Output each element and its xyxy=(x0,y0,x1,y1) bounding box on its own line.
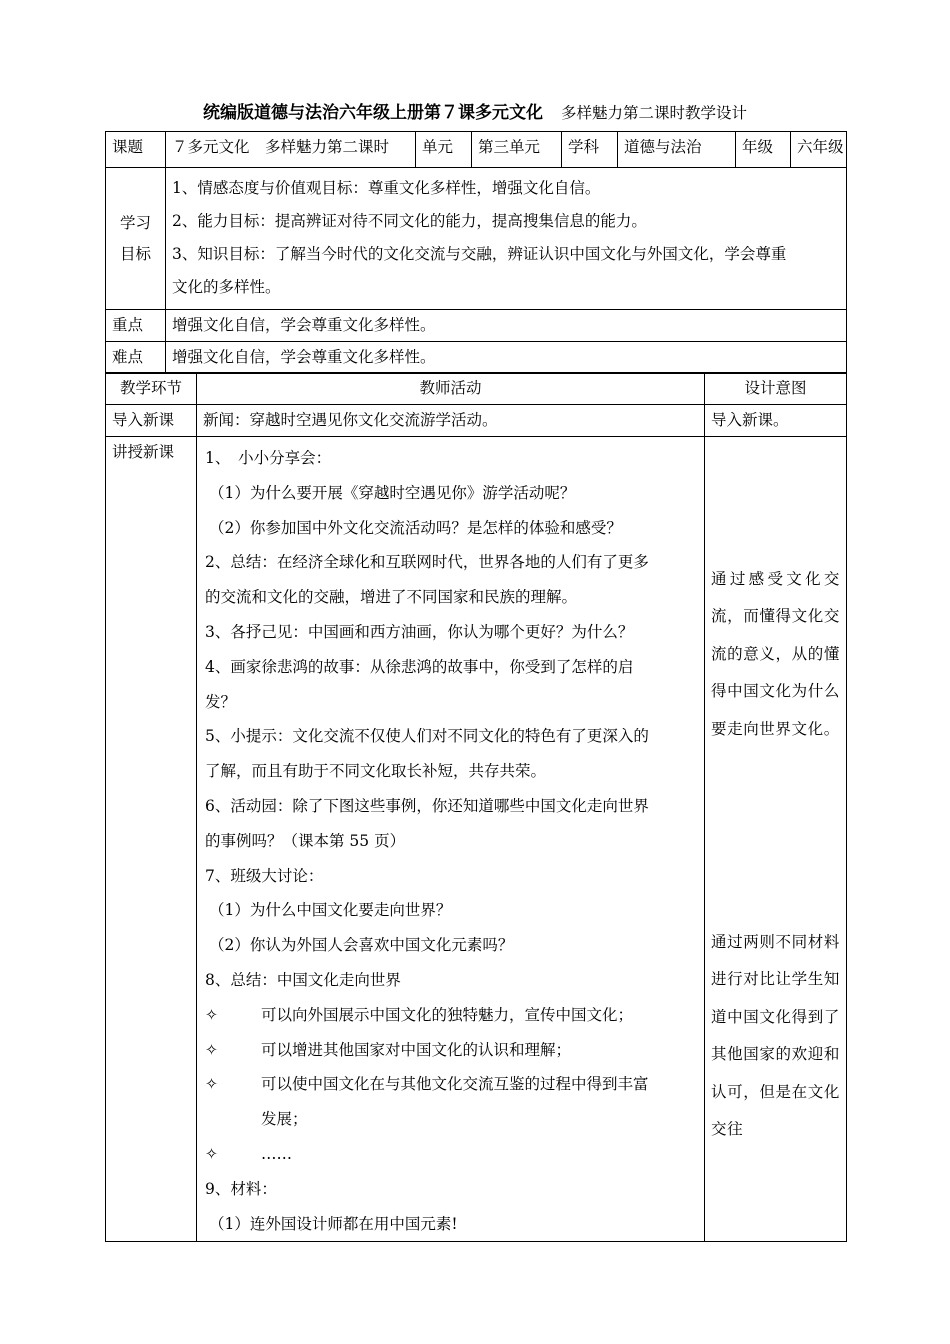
activity-line: 了解，而且有助于不同文化取长补短，共存共荣。 xyxy=(205,762,547,781)
activity-line: 6、活动园：除了下图这些事例，你还知道哪些中国文化走向世界 xyxy=(205,796,649,815)
activity-line: （2）你参加国中外文化交流活动吗？是怎样的体验和感受？ xyxy=(209,518,622,537)
activity-line: 5、小提示：文化交流不仅使人们对不同文化的特色有了更深入的 xyxy=(205,727,649,746)
sparkle-bullet-icon: ✧ xyxy=(205,1144,218,1163)
difficulty-row xyxy=(106,342,847,374)
document-title xyxy=(0,98,950,123)
bullet-text: 可以使中国文化在与其他文化交流互鉴的过程中得到丰富 xyxy=(261,1075,649,1094)
main-stage: 讲授新课 xyxy=(106,437,197,1242)
activity-line: 7、班级大讨论： xyxy=(205,866,324,885)
activity-line: 2、总结：在经济全球化和互联网时代，世界各地的人们有了更多 xyxy=(205,553,649,572)
bullet-item xyxy=(203,1033,698,1068)
objectives-label-line1: 学习 xyxy=(119,213,151,232)
key-point-row xyxy=(106,310,847,342)
objectives-content xyxy=(166,168,847,310)
intro-stage: 导入新课 xyxy=(106,405,197,437)
activity-line: 4、画家徐悲鸿的故事：从徐悲鸿的故事中，你受到了怎样的启 xyxy=(205,657,634,676)
lesson-label: 课题 xyxy=(106,132,166,168)
activity-line: 的交流和文化的交融，增进了不同国家和民族的理解。 xyxy=(205,588,578,607)
activity-header: 教师活动 xyxy=(197,373,705,405)
subject-label: 学科 xyxy=(562,132,618,168)
sparkle-bullet-icon: ✧ xyxy=(205,1005,218,1024)
title-main: 统编版道德与法治六年级上册第７课多元文化 xyxy=(202,103,543,123)
stage-header: 教学环节 xyxy=(106,373,197,405)
sparkle-bullet-icon: ✧ xyxy=(205,1040,218,1059)
activity-line: 9、材料： xyxy=(205,1179,277,1198)
intent-header: 设计意图 xyxy=(705,373,847,405)
objective-item: 文化的多样性。 xyxy=(172,278,281,296)
lesson-header-row xyxy=(106,132,847,168)
objectives-label xyxy=(106,168,166,310)
key-point-value: 增强文化自信，学会尊重文化多样性。 xyxy=(166,310,847,342)
intro-activity: 新闻：穿越时空遇见你文化交流游学活动。 xyxy=(197,405,705,437)
activity-line: （1）为什么中国文化要走向世界？ xyxy=(209,901,452,920)
activity-line: （1）连外国设计师都在用中国元素! xyxy=(209,1214,458,1233)
objectives-label-line2: 目标 xyxy=(119,244,151,263)
activity-line: （1）为什么要开展《穿越时空遇见你》游学活动呢？ xyxy=(209,483,576,502)
main-activity xyxy=(197,437,705,1242)
objective-item: 1、情感态度与价值观目标：尊重文化多样性，增强文化自信。 xyxy=(172,179,601,197)
title-sub: 多样魅力第二课时教学设计 xyxy=(560,104,747,122)
activity-line: 8、总结：中国文化走向世界 xyxy=(205,970,401,989)
bullet-item xyxy=(203,998,698,1033)
unit-value: 第三单元 xyxy=(472,132,562,168)
intro-row xyxy=(106,405,847,437)
lesson-value: ７多元文化 多样魅力第二课时 xyxy=(166,132,416,168)
process-header-row xyxy=(106,373,847,405)
difficulty-value: 增强文化自信，学会尊重文化多样性。 xyxy=(166,342,847,374)
grade-value: 六年级 xyxy=(791,132,847,168)
unit-label: 单元 xyxy=(416,132,472,168)
objective-item: 2、能力目标：提高辨证对待不同文化的能力，提高搜集信息的能力。 xyxy=(172,212,647,230)
bullet-item xyxy=(203,1067,698,1102)
bullet-text: …… xyxy=(261,1144,292,1163)
difficulty-label: 难点 xyxy=(106,342,166,374)
teaching-process-table xyxy=(105,372,847,1242)
objective-item: 3、知识目标：了解当今时代的文化交流与交融，辨证认识中国文化与外国文化，学会尊重 xyxy=(172,245,787,263)
key-point-label: 重点 xyxy=(106,310,166,342)
intent-paragraph-2: 通过两则不同材料进行对比让学生知道中国文化得到了其他国家的欢迎和认可，但是在文化交往 xyxy=(711,933,840,1139)
intent-paragraph-1: 通过感受文化交流，而懂得文化交流的意义，从的懂得中国文化为什么要走向世界文化。 xyxy=(711,570,840,738)
activity-line: （2）你认为外国人会喜欢中国文化元素吗？ xyxy=(209,936,514,955)
sparkle-bullet-icon: ✧ xyxy=(205,1075,218,1094)
grade-label: 年级 xyxy=(736,132,791,168)
bullet-text: 可以向外国展示中国文化的独特魅力，宣传中国文化； xyxy=(261,1005,634,1024)
activity-line: 3、各抒己见：中国画和西方油画，你认为哪个更好？为什么？ xyxy=(205,622,634,641)
bullet-continuation xyxy=(203,1102,698,1137)
intro-intent: 导入新课。 xyxy=(705,405,847,437)
subject-value: 道德与法治 xyxy=(618,132,736,168)
main-teaching-row xyxy=(106,437,847,1242)
bullet-item xyxy=(203,1137,698,1172)
lesson-info-table xyxy=(105,131,847,374)
objectives-row xyxy=(106,168,847,310)
activity-line: 1、 小小分享会： xyxy=(205,449,332,467)
bullet-text: 发展； xyxy=(261,1110,308,1129)
activity-line: 的事例吗？（课本第 55 页） xyxy=(205,831,406,850)
main-intent xyxy=(705,437,847,1242)
activity-line: 发？ xyxy=(205,692,237,711)
bullet-text: 可以增进其他国家对中国文化的认识和理解； xyxy=(261,1040,572,1059)
